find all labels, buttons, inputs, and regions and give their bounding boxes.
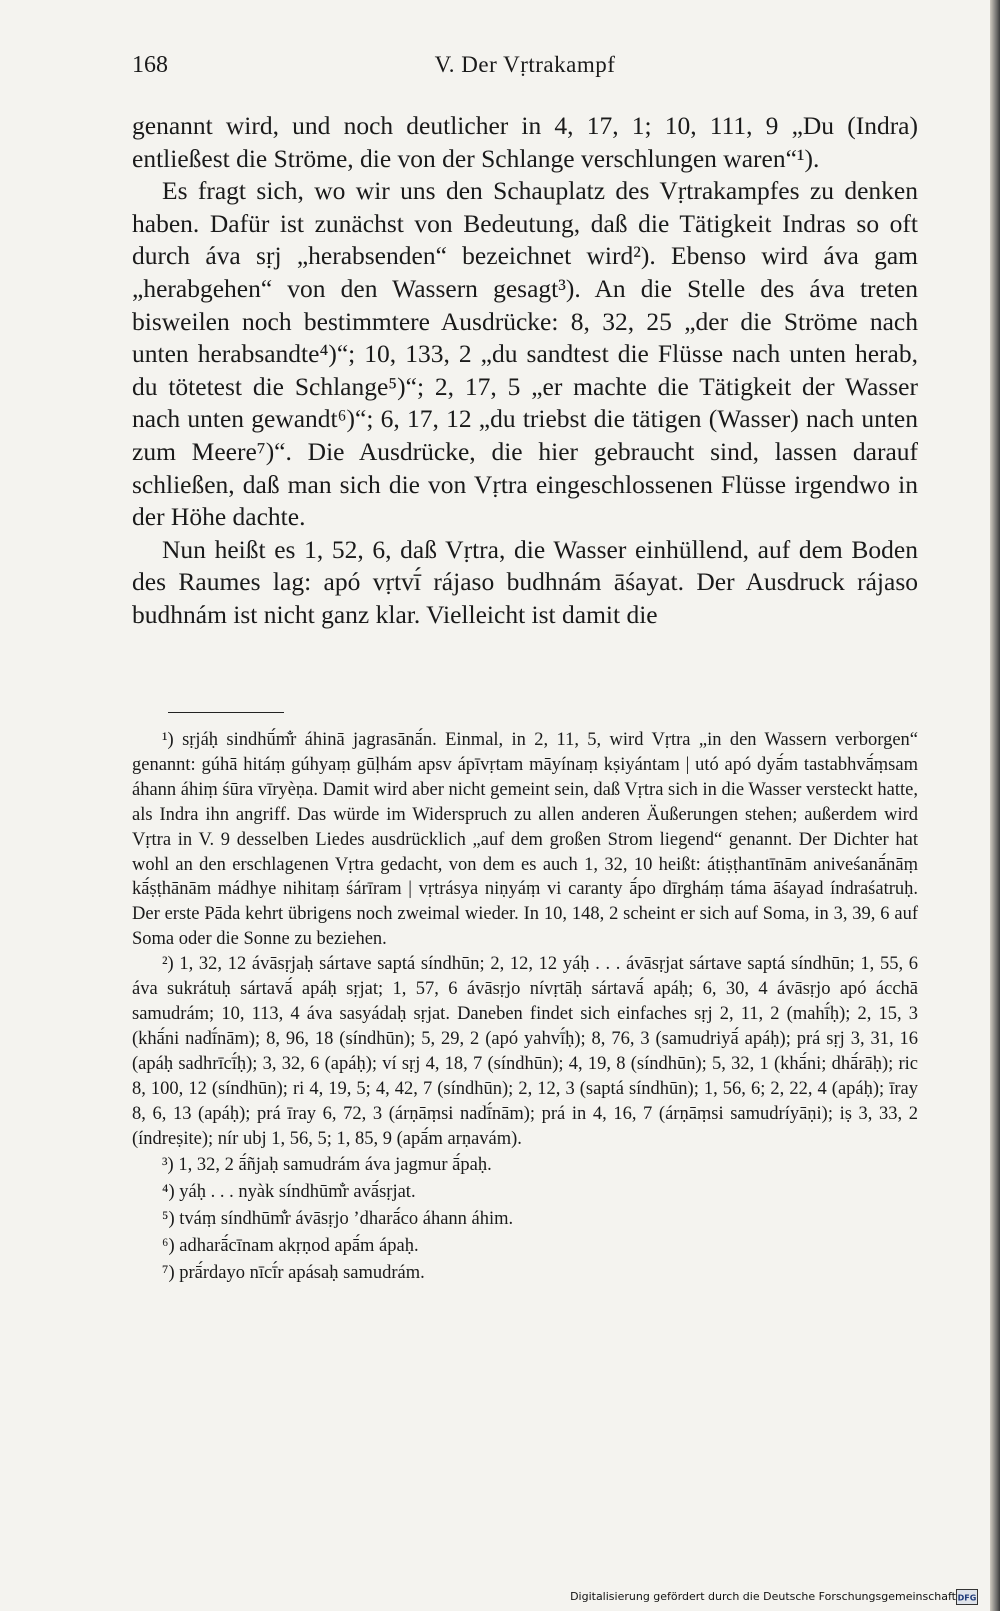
footnote-6: ⁶) adharā́cīnam akṛṇod apā́m ápaḥ. [162,1236,419,1257]
paragraph: genannt wird, und noch deutlicher in 4, 17, 1; 10, 111, 9 „Du (Indra) entließest die Ströme, die von der Schlange verschlungen waren“¹). [132,111,918,173]
paragraph: Es fragt sich, wo wir uns den Schauplatz des Vṛtrakampfes zu denken haben. Dafür ist zunächst von Bedeutung, daß die Tätigkeit Indras so oft durch áva sṛj „herabsenden“ bezeichnet wird²). Ebenso wird áva gam „herabgehen“ von den Wassern gesagt³). An die Stelle des áva treten bisweilen noch bestimmtere Ausdrücke: 8, 32, 25 „der die Ströme nach unten herabsandte⁴)“; 10, 133, 2 „du sandtest die Flüsse nach unten herab, du tötetest die Schlange⁵)“; 2, 17, 5 „er machte die Tätigkeit der Wasser nach unten gewandt⁶)“; 6, 17, 12 „du triebst die tätigen (Wasser) nach unten zum Meere⁷)“. Die Ausdrücke, die hier gebraucht sind, lassen darauf schließen, daß man sich die von Vṛtra eingeschlossenen Flüsse irgendwo in der Höhe dachte. [132,176,918,532]
footnote-3: ³) 1, 32, 2 ā́ñjaḥ samudrám áva jagmur ā́paḥ. [162,1155,492,1176]
footnote-4: ⁴) yáḥ . . . nyàk síndhūm̐r avā́sṛjat. [162,1182,416,1203]
digitization-credit: Digitalisierung gefördert durch die Deutsche Forschungsgemeinschaft [570,1590,956,1603]
footnote-2: ²) 1, 32, 12 ávāsṛjaḥ sártave saptá síndhūn; 2, 12, 12 yáḥ . . . ávāsṛjat sártave saptá síndhūn; 1, 55, 6 áva sukrátuḥ sártavā́ apáḥ sṛjat; 1, 57, 6 ávāsṛjo nívṛtāḥ sártavā́ apáḥ; 6, 30, 4 ávāsṛjo apó ácchā samudrám; 10, 113, 4 áva sasyádaḥ sṛjat. Daneben findet sich einfaches sṛj 2, 11, 2 (mahī́ḥ); 2, 15, 3 (khā́ni nadī́nām); 8, 96, 18 (síndhūn); 5, 29, 2 (apó yahvī́ḥ); 8, 76, 3 (samudriyā́ apáḥ); prá sṛj 3, 31, 16 (apáḥ sadhrīcī́ḥ); 3, 32, 6 (apáḥ); ví sṛj 4, 18, 7 (síndhūn); 4, 19, 8 (síndhūn); 5, 32, 1 (khā́ni; dhā́rāḥ); ric 8, 100, 12 (síndhūn); ri 4, 19, 5; 4, 42, 7 (síndhūn); 2, 12, 3 (saptá síndhūn); 1, 56, 6; 2, 22, 4 (apáḥ); īray 8, 6, 13 (apáḥ); prá īray 6, 72, 3 (árṇāṃsi nadī́nām); prá in 4, 16, 7 (árṇāṃsi samudríyāṇi); iṣ 3, 33, 2 (índreṣite); nír ubj 1, 56, 5; 1, 85, 9 (apā́m arṇavám). [132,954,918,1149]
main-text [132,110,918,632]
paragraph: Nun heißt es 1, 52, 6, daß Vṛtra, die Wasser einhüllend, auf dem Boden des Raumes lag: apó vṛtvī́ rájaso budhnám āśayat. Der Ausdruck rájaso budhnám ist nicht ganz klar. Vielleicht ist damit die [132,534,918,629]
running-head: V. Der Vṛtrakampf [434,52,616,77]
footnote-1: ¹) sṛjáḥ sindhū́m̐r áhinā jagrasānā́n. Einmal, in 2, 11, 5, wird Vṛtra „in den Wassern verborgen“ genannt: gúhā hitáṃ gúhyaṃ gūḷhám apsv ápīvṛtam māyínaṃ kṣiyántam | utó apó dyā́m tastabhvā́ṃsam áhann áhiṃ śūra vīryèṇa. Damit wird aber nicht gemeint sein, daß Vṛtra sich in die Wasser versteckt hatte, als Indra ihn angriff. Das würde im Widerspruch zu allen anderen Äußerungen stehen; außerdem wird Vṛtra in V. 9 desselben Liedes ausdrücklich „auf dem großen Strom liegend“ genannt. Der Dichter hat wohl an den erschlagenen Vṛtra gedacht, von dem es auch 1, 32, 10 heißt: átiṣṭhantīnām aniveśanā́nāṃ kā́ṣṭhānām mádhye nihitaṃ śárīram | vṛtrásya niṇyáṃ vi caranty ā́po dīrgháṃ táma āśayad índraśatruḥ. Der erste Pāda kehrt übrigens noch zweimal wieder. In 10, 148, 2 scheint er sich auf Soma, in 3, 39, 6 auf Soma oder die Sonne zu beziehen. [132,730,918,950]
footnote-divider [168,712,284,713]
page-number: 168 [132,52,168,78]
footnote-5: ⁵) tváṃ síndhūm̐r ávāsṛjo ’dharā́co áhann áhim. [162,1209,514,1230]
footnote-7: ⁷) prā́rdayo nīcī́r apásaḥ samudrám. [162,1263,425,1284]
footnotes [132,728,918,1286]
dfg-logo-icon [956,1589,978,1605]
dfg-logo-text: DFG [957,1593,977,1603]
page-header [132,52,918,92]
page-edge-shadow [990,0,1000,1611]
